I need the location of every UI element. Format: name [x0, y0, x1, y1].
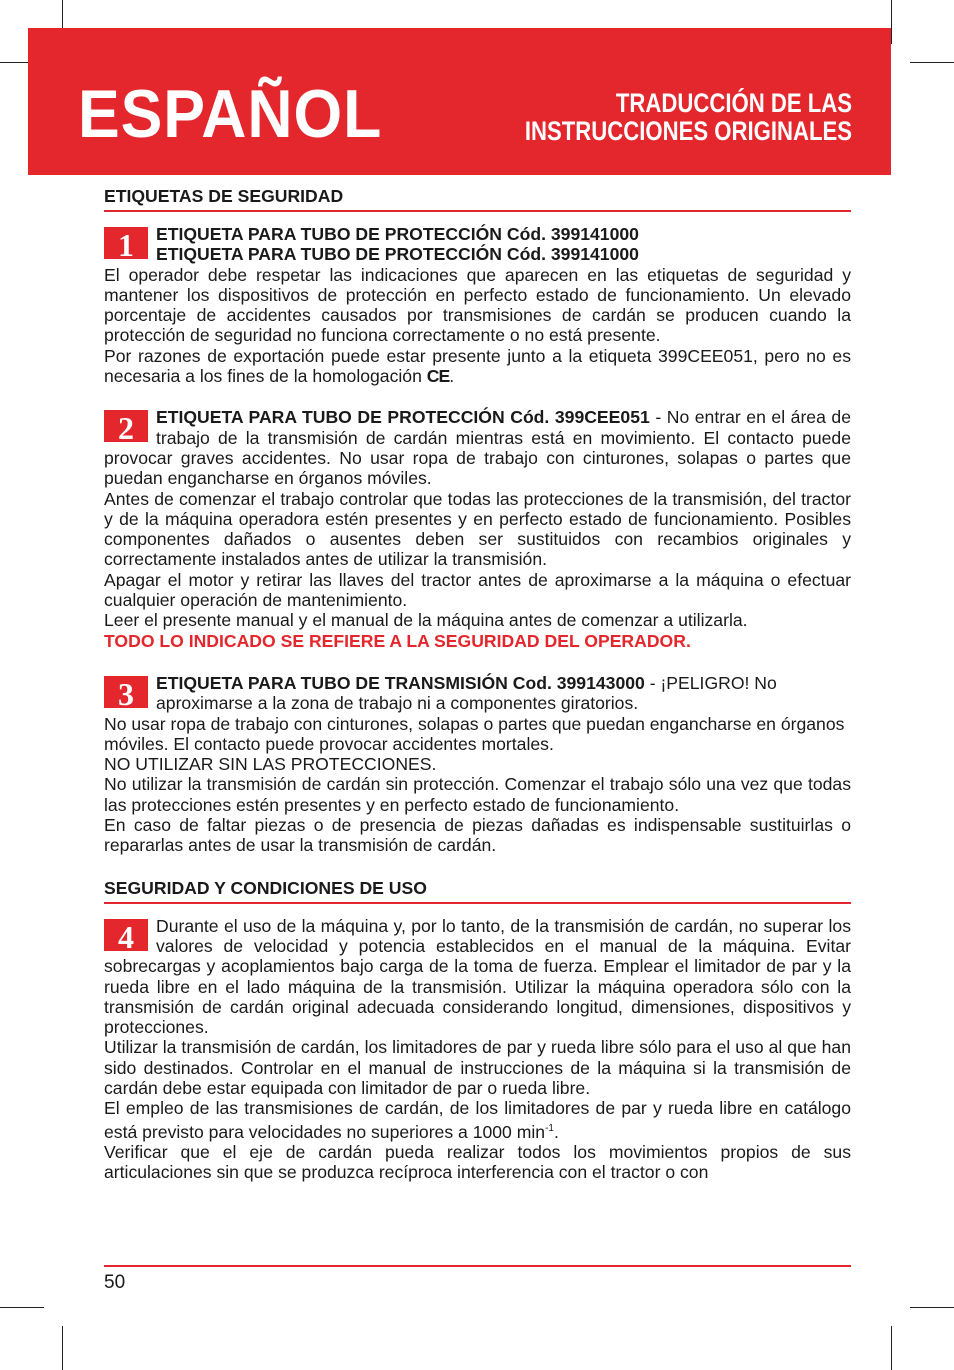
item-text: Utilizar la transmisión de cardán, los limitadores de par y rueda libre sólo para el uso al que han sido destinados. Controlar en el manual de instrucciones de la máquina si la transmisión de cardán debe estar equipada con limitador de par o rueda libre. [104, 1037, 851, 1098]
crop-mark [910, 1307, 954, 1308]
crop-mark [62, 1326, 63, 1370]
safety-item-4 [104, 916, 851, 1183]
item-text: No utilizar la transmisión de cardán sin protección. Comenzar el trabajo sólo una vez que todas las protecciones estén presentes y en perfecto estado de funcionamiento. [104, 774, 851, 815]
safety-item-2 [104, 407, 851, 651]
item-heading: ETIQUETA PARA TUBO DE TRANSMISIÓN Cod. 399143000 [156, 672, 645, 693]
item-heading: ETIQUETA PARA TUBO DE PROTECCIÓN Cód. 399141000 [156, 244, 639, 265]
item-text: En caso de faltar piezas o de presencia de piezas dañadas es indispensable sustituirlas o repararlas antes de usar la transmisión de cardán. [104, 815, 851, 856]
item-text: Antes de comenzar el trabajo controlar que todas las protecciones de la transmisión, del tractor y de la máquina operadora estén presentes y en perfecto estado de funcionamiento. Posibles componentes dañados o ausentes deben ser sustituidos con recambios originales y correctamente instalados antes de utilizar la transmisión. [104, 488, 851, 570]
ce-mark-icon: CE [426, 366, 450, 387]
superscript: -1 [545, 1122, 554, 1134]
item-text: El empleo de las transmisiones de cardán, de los limitadores de par y rueda libre en catálogo está previsto para velocidades no superiores a 1000 $\min^{-1}$. [104, 1098, 851, 1142]
item-number-badge: 4 [104, 919, 148, 951]
item-number-badge: 2 [104, 410, 148, 442]
item-text: No usar ropa de trabajo con cinturones, solapas o partes que puedan engancharse en órganos móviles. El contacto puede provocar accidentes mortales. [104, 713, 845, 754]
item-text: NO UTILIZAR SIN LAS PROTECCIONES. [104, 754, 437, 775]
item-number-badge: 1 [104, 227, 148, 259]
crop-mark [891, 0, 892, 44]
page-number: 50 [104, 1272, 126, 1293]
crop-mark [891, 1326, 892, 1370]
safety-item-3 [104, 673, 851, 856]
crop-mark [910, 62, 954, 63]
section-heading-use: SEGURIDAD Y CONDICIONES DE USO [104, 876, 851, 904]
item-text: El operador debe respetar las indicaciones que aparecen en las etiquetas de seguridad y mantener los dispositivos de protección en perfecto estado de funcionamiento. Un elevado porcentaje de accidentes causados por transmisiones de cardán se producen cuando la protección de seguridad no funciona correctamente o no está presente. [104, 264, 851, 346]
item-text: Durante el uso de la máquina y, por lo tanto, de la transmisión de cardán, no superar los valores de velocidad y potencia establecidos en el manual de la máquina. Evitar sobrecargas y acoplamientos bajo carga de la toma de fuerza. Emplear el limitador de par y la rueda libre en el lado máquina de la transmisión. Utilizar la máquina operadora sólo con la transmisión de cardán original adecuada considerando longitud, dimensiones, dispositivos y protecciones. [104, 915, 851, 1038]
footer-divider [104, 1265, 851, 1267]
warning-text: TODO LO INDICADO SE REFIERE A LA SEGURIDAD DEL OPERADOR. [104, 630, 691, 651]
item-text: ETIQUETA PARA TUBO DE TRANSMISIÓN Cod. 399143000 - ¡PELIGRO! No aproximarse a la zona de trabajo ni a componentes giratorios. [156, 672, 777, 714]
item-heading: ETIQUETA PARA TUBO DE PROTECCIÓN Cód. 399CEE051 [156, 407, 650, 428]
item-text: Apagar el motor y retirar las llaves del tractor antes de aproximarse a la máquina o efectuar cualquier operación de mantenimiento. [104, 569, 851, 611]
item-text: Leer el presente manual y el manual de la máquina antes de comenzar a utilizarla. [104, 610, 748, 631]
subtitle-line-2: INSTRUCCIONES ORIGINALES [524, 116, 852, 146]
item-text: Por razones de exportación puede estar presente junto a la etiqueta 399CEE051, pero no es necesaria a los fines de la homologación CE. [104, 345, 851, 387]
document-body [104, 184, 851, 1202]
item-heading: ETIQUETA PARA TUBO DE PROTECCIÓN Cód. 399141000 [156, 224, 639, 244]
crop-mark [0, 1307, 44, 1308]
section-heading-labels: ETIQUETAS DE SEGURIDAD [104, 184, 851, 212]
header-subtitle [525, 89, 852, 145]
item-text: Verificar que el eje de cardán pueda realizar todos los movimientos propios de sus articulaciones sin que se produzca recíproca interferencia con el tractor o con [104, 1141, 851, 1183]
item-text: ETIQUETA PARA TUBO DE PROTECCIÓN Cód. 399CEE051 - No entrar en el área de trabajo de la transmisión de cardán mientras está en movimiento. El contacto puede provocar graves accidentes. No usar ropa de trabajo con cinturones, solapas o partes que puedan engancharse en órganos móviles. [104, 407, 851, 489]
subtitle-line-1: TRADUCCIÓN DE LAS [615, 88, 852, 118]
language-title: ESPAÑOL [78, 76, 383, 152]
item-number-badge: 3 [104, 676, 148, 708]
safety-item-1 [104, 224, 851, 386]
